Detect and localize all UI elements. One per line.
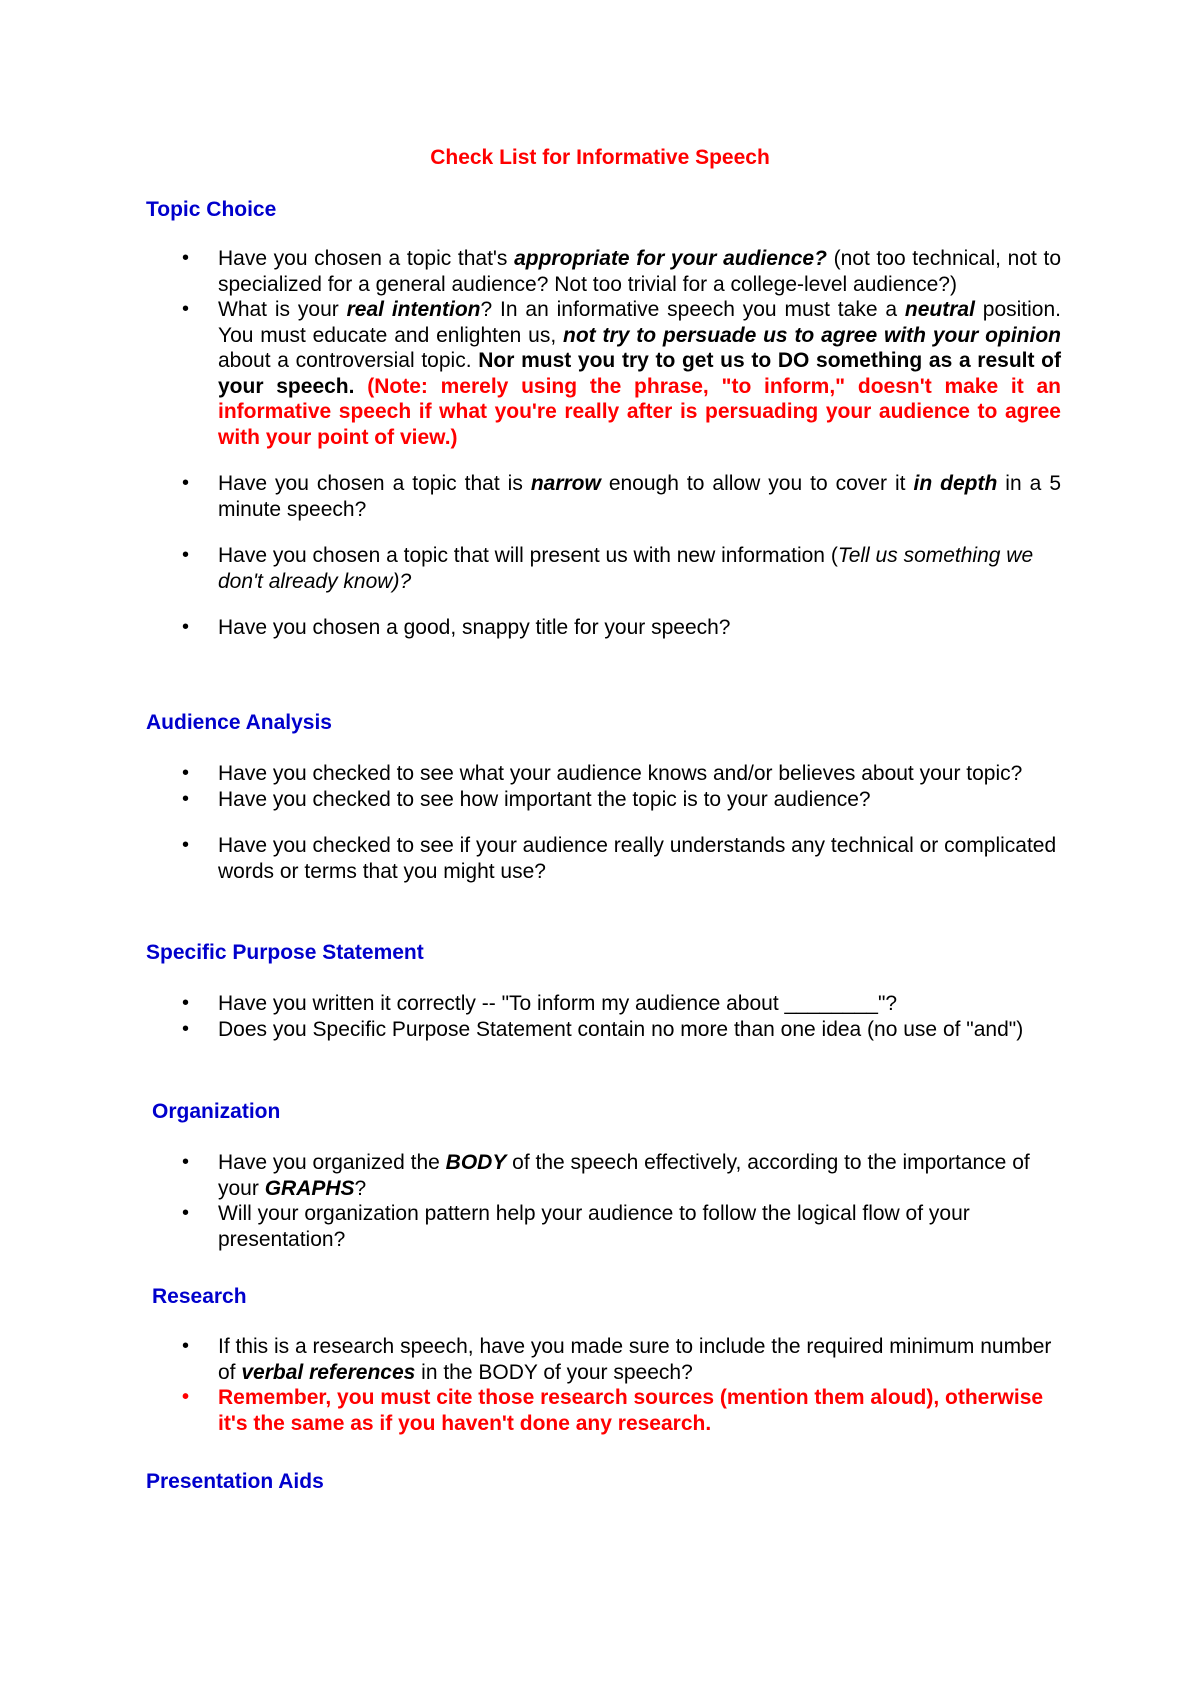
list-item: • What is your real intention? In an informative speech you must take a neutral position. You must educate and enlighten us, not try to persuade us to agree with your opinion about a controversial topic. Nor must you try to get us to DO something as a result of your speech. (Note: merely using the phrase, "to inform," doesn't make it an informative speech if what you're really after is persuading your audience to agree with your point of view.) bbox=[218, 297, 1061, 450]
list-item: • Does you Specific Purpose Statement contain no more than one idea (no use of "and") bbox=[218, 1017, 1061, 1043]
list-item: • Have you chosen a topic that is narrow enough to allow you to cover it in depth in a 5 minute speech? bbox=[218, 471, 1061, 522]
list-audience-analysis bbox=[218, 761, 1061, 884]
list-item: • Have you checked to see if your audience really understands any technical or complicated words or terms that you might use? bbox=[218, 833, 1061, 884]
list-item: • Have you organized the BODY of the speech effectively, according to the importance of your GRAPHS? bbox=[218, 1150, 1061, 1201]
heading-presentation-aids: Presentation Aids bbox=[146, 1470, 324, 1493]
list-item: • Have you written it correctly -- "To inform my audience about ________"? bbox=[218, 991, 1061, 1017]
list-item: • Will your organization pattern help your audience to follow the logical flow of your presentation? bbox=[218, 1201, 1061, 1252]
list-item: • Have you checked to see how important the topic is to your audience? bbox=[218, 787, 1061, 813]
heading-research: Research bbox=[152, 1285, 247, 1308]
list-item: • Remember, you must cite those research sources (mention them aloud), otherwise it's the same as if you haven't done any research. bbox=[218, 1385, 1061, 1436]
list-item: • Have you checked to see what your audience knows and/or believes about your topic? bbox=[218, 761, 1061, 787]
list-item: • Have you chosen a topic that's appropriate for your audience? (not too technical, not to specialized for a general audience? Not too trivial for a college-level audience?) bbox=[218, 246, 1061, 297]
note-text: (Note: merely using the phrase, "to inform," doesn't make it an informative speech if what you're really after is persuading your audience to agree with your point of view.) bbox=[218, 374, 1061, 449]
list-item: • Have you chosen a good, snappy title for your speech? bbox=[218, 615, 1061, 641]
list-topic-choice bbox=[218, 246, 1061, 641]
list-item: • Have you chosen a topic that will present us with new information (Tell us something we don't already know)? bbox=[218, 543, 1061, 594]
list-research bbox=[218, 1334, 1061, 1436]
list-specific-purpose bbox=[218, 991, 1061, 1042]
list-organization bbox=[218, 1150, 1061, 1252]
heading-specific-purpose: Specific Purpose Statement bbox=[146, 941, 424, 964]
heading-topic-choice: Topic Choice bbox=[146, 198, 277, 221]
list-item: • If this is a research speech, have you made sure to include the required minimum number of verbal references in the BODY of your speech? bbox=[218, 1334, 1061, 1385]
heading-audience-analysis: Audience Analysis bbox=[146, 711, 332, 734]
heading-organization: Organization bbox=[152, 1100, 281, 1123]
document-title: Check List for Informative Speech bbox=[430, 146, 770, 169]
